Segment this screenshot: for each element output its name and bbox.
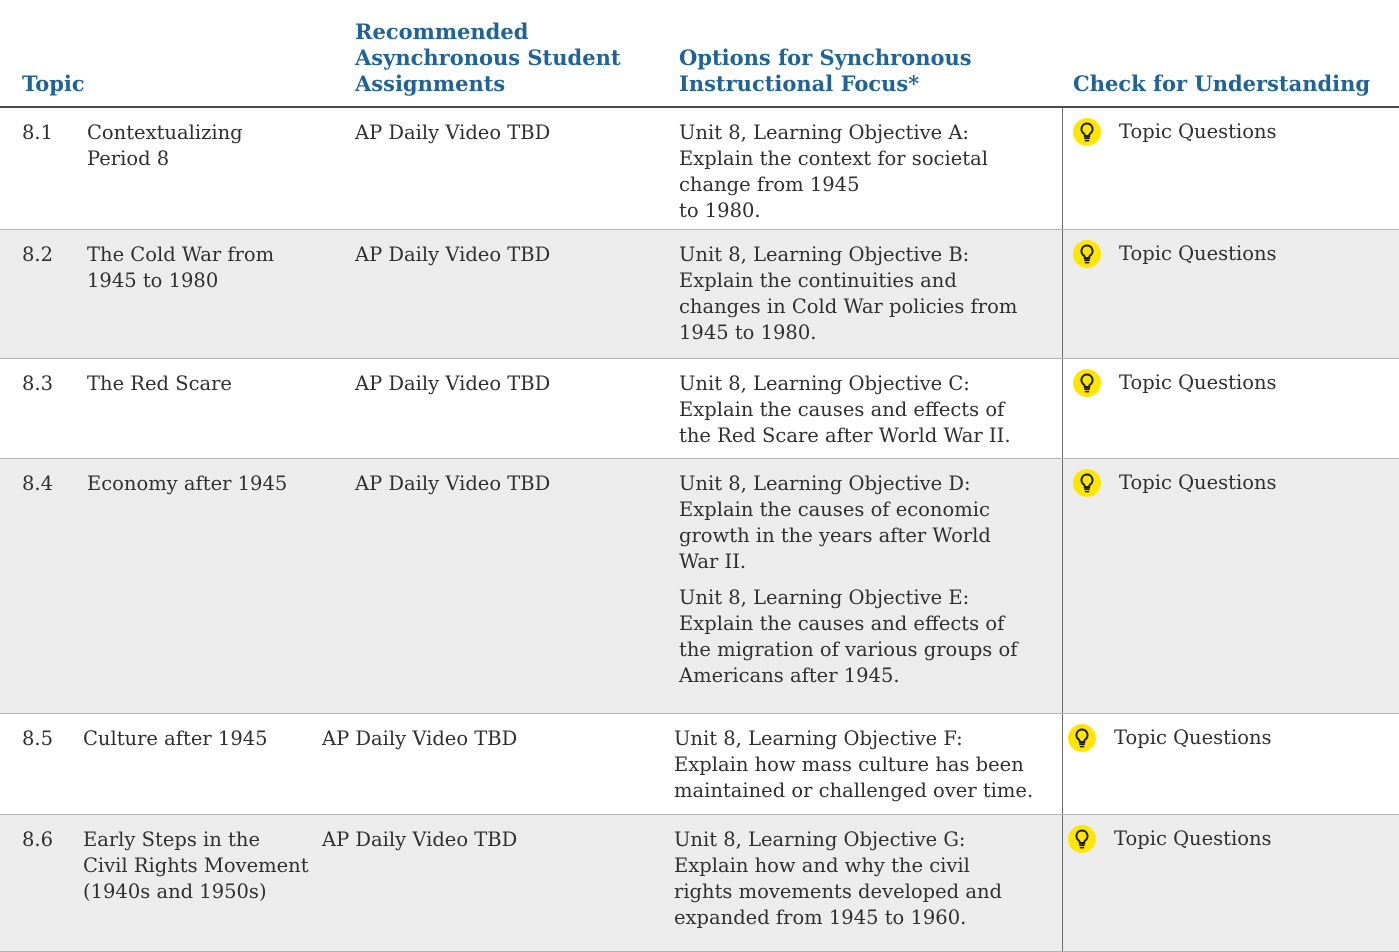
topic-questions-link[interactable] <box>1068 825 1272 853</box>
learning-objective-line: Explain how and why the civil <box>674 854 970 877</box>
topic-number: 8.6 <box>22 828 54 851</box>
learning-objective-line: Unit 8, Learning Objective D: <box>679 472 971 495</box>
check-cell-background <box>1062 459 1399 714</box>
topic-questions-label: Topic Questions <box>1114 726 1272 749</box>
async-assignment[interactable]: AP Daily Video TBD <box>355 121 551 144</box>
learning-objective <box>674 827 1044 931</box>
learning-objective-line: Explain the causes and effects of <box>679 612 1005 635</box>
sync-focus <box>679 471 1049 699</box>
topic-title <box>87 120 317 172</box>
topic-title-line: Economy after 1945 <box>87 472 288 495</box>
learning-objective-line: Unit 8, Learning Objective C: <box>679 372 970 395</box>
table-row <box>0 108 1399 230</box>
topic-number: 8.2 <box>22 243 54 266</box>
table-row <box>0 815 1399 952</box>
topic-number: 8.3 <box>22 372 54 395</box>
topic-questions-label: Topic Questions <box>1114 827 1272 850</box>
sync-focus <box>674 726 1044 814</box>
learning-objective-line: expanded from 1945 to 1960. <box>674 906 967 929</box>
lightbulb-icon <box>1068 825 1096 853</box>
topic-title-line: (1940s and 1950s) <box>83 880 267 903</box>
async-assignment[interactable]: AP Daily Video TBD <box>355 472 551 495</box>
learning-objective-line: War II. <box>679 550 747 573</box>
topic-number: 8.5 <box>22 727 54 750</box>
topic-questions-label: Topic Questions <box>1119 242 1277 265</box>
learning-objective <box>679 371 1049 449</box>
learning-objective-line: growth in the years after World <box>679 524 991 547</box>
learning-objective <box>679 585 1049 689</box>
topic-questions-label: Topic Questions <box>1119 120 1277 143</box>
topic-number: 8.4 <box>22 472 54 495</box>
async-assignment[interactable]: AP Daily Video TBD <box>355 243 551 266</box>
lightbulb-icon <box>1073 469 1101 497</box>
learning-objective-line: the Red Scare after World War II. <box>679 424 1011 447</box>
learning-objective-line: 1945 to 1980. <box>679 321 817 344</box>
topic-title-line: Period 8 <box>87 147 170 170</box>
topic-title-line: The Red Scare <box>87 372 232 395</box>
async-assignment[interactable]: AP Daily Video TBD <box>322 727 518 750</box>
learning-objective <box>674 726 1044 804</box>
header-topic: Topic <box>22 71 85 96</box>
table-row <box>0 714 1399 815</box>
table-row <box>0 359 1399 459</box>
learning-objective-line: maintained or challenged over time. <box>674 779 1034 802</box>
header-check: Check for Understanding <box>1073 71 1371 96</box>
learning-objective-line: Unit 8, Learning Objective G: <box>674 828 966 851</box>
learning-objective <box>679 120 1049 224</box>
topic-questions-label: Topic Questions <box>1119 471 1277 494</box>
async-assignment[interactable]: AP Daily Video TBD <box>355 372 551 395</box>
learning-objective-line: Explain the continuities and <box>679 269 957 292</box>
topic-questions-link[interactable] <box>1068 724 1272 752</box>
table-row <box>0 230 1399 359</box>
learning-objective-line: Explain how mass culture has been <box>674 753 1024 776</box>
learning-objective <box>679 242 1049 346</box>
topic-questions-link[interactable] <box>1073 469 1277 497</box>
topic-title-line: Civil Rights Movement <box>83 854 309 877</box>
lightbulb-icon <box>1073 240 1101 268</box>
learning-objective-line: Americans after 1945. <box>679 664 900 687</box>
async-assignment[interactable]: AP Daily Video TBD <box>322 828 518 851</box>
table-row <box>0 459 1399 714</box>
header-sync: Options for Synchronous Instructional Focus* <box>679 45 972 96</box>
topic-title-line: Early Steps in the <box>83 828 260 851</box>
topic-questions-link[interactable] <box>1073 240 1277 268</box>
learning-objective-line: changes in Cold War policies from <box>679 295 1018 318</box>
topic-title-line: The Cold War from <box>87 243 275 266</box>
topic-title <box>87 471 317 497</box>
topic-title-line: Contextualizing <box>87 121 243 144</box>
sync-focus <box>679 120 1049 234</box>
topic-number: 8.1 <box>22 121 54 144</box>
lightbulb-icon <box>1068 724 1096 752</box>
learning-objective-line: Unit 8, Learning Objective E: <box>679 586 970 609</box>
sync-focus <box>674 827 1044 941</box>
learning-objective-line: to 1980. <box>679 199 761 222</box>
lightbulb-icon <box>1073 369 1101 397</box>
topic-questions-label: Topic Questions <box>1119 371 1277 394</box>
topic-title <box>83 827 313 905</box>
topic-title <box>83 726 313 752</box>
topic-title-line: 1945 to 1980 <box>87 269 219 292</box>
topic-questions-link[interactable] <box>1073 369 1277 397</box>
sync-focus <box>679 242 1049 356</box>
sync-focus <box>679 371 1049 459</box>
learning-objective-line: Unit 8, Learning Objective B: <box>679 243 970 266</box>
learning-objective-line: change from 1945 <box>679 173 860 196</box>
learning-objective-line: Unit 8, Learning Objective A: <box>679 121 969 144</box>
learning-objective-line: the migration of various groups of <box>679 638 1018 661</box>
lightbulb-icon <box>1073 118 1101 146</box>
table-header <box>0 0 1399 106</box>
topic-title-line: Culture after 1945 <box>83 727 268 750</box>
learning-objective-line: Explain the causes and effects of <box>679 398 1005 421</box>
topic-title <box>87 371 317 397</box>
learning-objective-line: rights movements developed and <box>674 880 1002 903</box>
learning-objective-line: Explain the context for societal <box>679 147 988 170</box>
learning-objective <box>679 471 1049 575</box>
topic-title <box>87 242 317 294</box>
learning-objective-line: Unit 8, Learning Objective F: <box>674 727 963 750</box>
header-async: Recommended Asynchronous Student Assignments <box>355 19 621 96</box>
learning-objective-line: Explain the causes of economic <box>679 498 990 521</box>
topic-questions-link[interactable] <box>1073 118 1277 146</box>
